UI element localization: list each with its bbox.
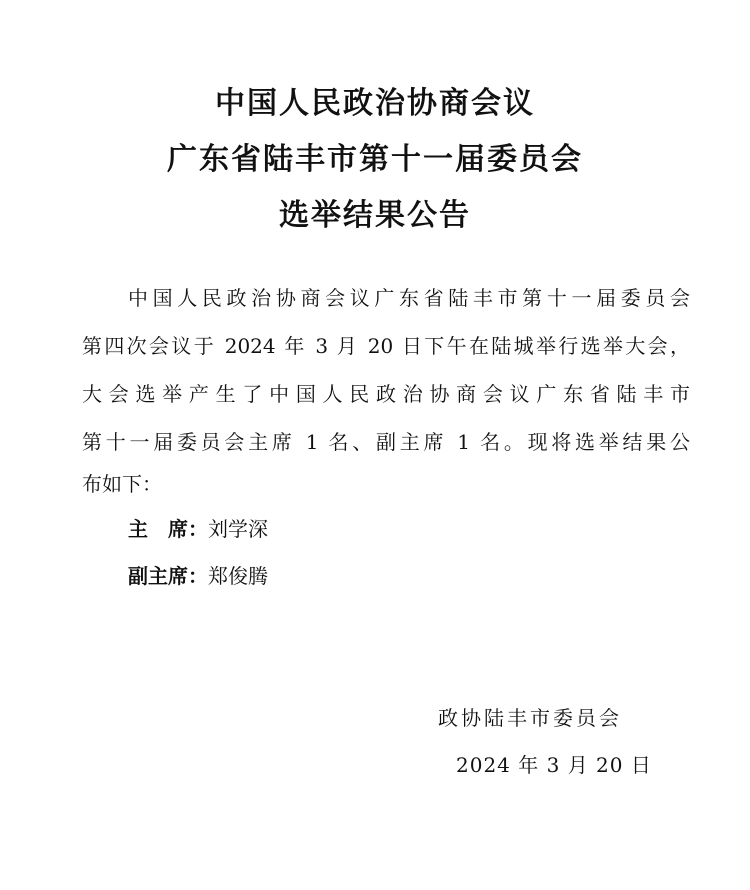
title-line-2: 广东省陆丰市第十一届委员会 xyxy=(167,142,583,177)
role-label-vice-chairman: 副主席： xyxy=(128,564,208,588)
body-paragraph-line: 布如下： xyxy=(82,472,162,496)
title-line-3: 选举结果公告 xyxy=(279,198,471,233)
role-label-chairman: 主 席： xyxy=(128,517,208,541)
result-chairman xyxy=(128,515,268,543)
title-line-1: 中国人民政治协商会议 xyxy=(215,86,535,121)
body-paragraph-line: 第四次会议于 2024 年 3 月 20 日下午在陆城举行选举大会， xyxy=(82,334,690,358)
signature-date: 2024 年 3 月 20 日 xyxy=(456,753,652,777)
signature-organization: 政协陆丰市委员会 xyxy=(438,706,622,730)
body-paragraph-line: 第十一届委员会主席 1 名、副主席 1 名。现将选举结果公 xyxy=(82,430,690,454)
body-paragraph-line: 大会选举产生了中国人民政治协商会议广东省陆丰市 xyxy=(82,382,690,406)
result-vice-chairman xyxy=(128,562,268,590)
person-name-chairman: 刘学深 xyxy=(208,517,268,541)
person-name-vice-chairman: 郑俊腾 xyxy=(208,564,268,588)
body-paragraph-line: 中国人民政治协商会议广东省陆丰市第十一届委员会 xyxy=(128,286,690,310)
